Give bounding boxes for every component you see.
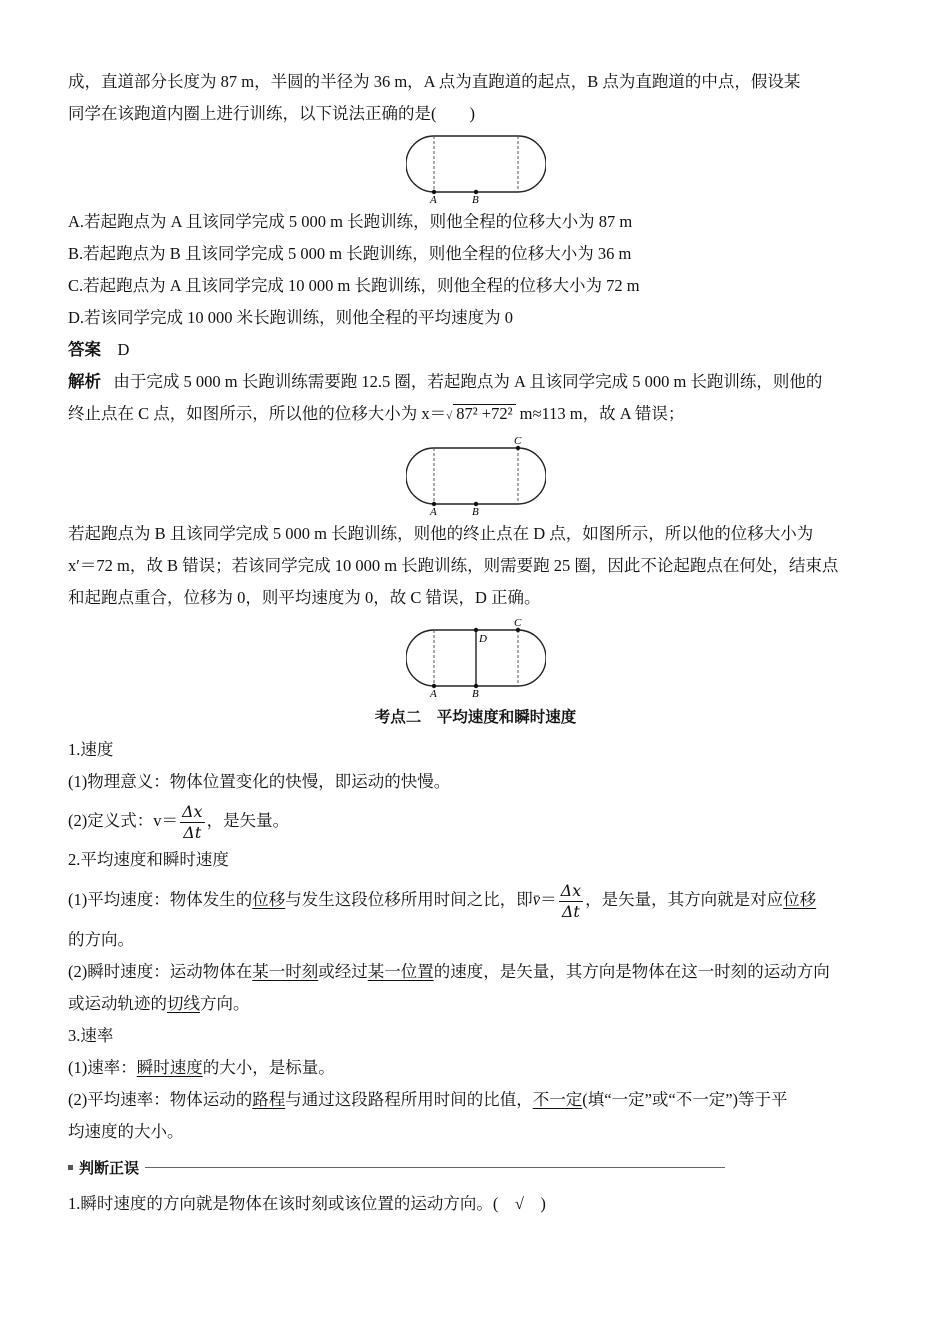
track-figure-1 [406, 132, 546, 204]
option-d: D.若该同学完成 10 000 米长跑训练，则他全程的平均速度为 0 [68, 308, 514, 327]
analysis-line-4: x′＝72 m，故 B 错误；若该同学完成 10 000 m 长跑训练，则需要跑 25 圈，因此不论起跑点在何处，结束点 [68, 556, 839, 575]
fraction-dx-dt-2: $\frac{\Delta x}{\Delta t}$ [560, 880, 582, 921]
analysis-text-2-pre: 终止点在 C 点，如图所示，所以他的位移大小为 x＝ [68, 404, 447, 423]
average-velocity-line: (1)平均速度：物体发生的位移与发生这段位移所用时间之比，即v̄＝ $\frac{\Delta x}{\Delta t}$ ，是矢量，其方向就是对应位移 [68, 880, 817, 921]
answer-label: 答案 [68, 340, 101, 359]
average-speed-line-1: (2)平均速率：物体运动的路程与通过这段路程所用时间的比值，不一定(填“一定”或“不一定”)等于平 [68, 1090, 788, 1109]
label-d: D [478, 633, 487, 645]
analysis-label: 解析 [68, 372, 101, 391]
option-a: A.若起跑点为 A 且该同学完成 5 000 m 长跑训练，则他全程的位移大小为 87 m [68, 212, 633, 231]
document-page [68, 66, 883, 1220]
label-c: C [513, 617, 521, 629]
heading-velocity: 1.速度 [68, 740, 114, 759]
instant-velocity-line-2: 或运动轨迹的切线方向。 [68, 994, 250, 1013]
judge-label: 判断正误 [79, 1158, 140, 1177]
section-title: 考点二 平均速度和瞬时速度 [374, 708, 577, 726]
blank-not-necessarily: 不一定 [532, 1090, 583, 1109]
label-b: B [471, 688, 479, 698]
question-text-line-1: 成，直道部分长度为 87 m，半圆的半径为 36 m，A 点为直跑道的起点，B 点为直跑道的中点，假设某 [68, 72, 801, 91]
analysis-text-2-post: m≈113 m，故 A 错误； [515, 404, 685, 423]
velocity-meaning: (1)物理意义：物体位置变化的快慢，即运动的快慢。 [68, 772, 451, 791]
track-figure-3 [406, 616, 546, 698]
label-b: B [471, 506, 479, 516]
analysis-line-3: 若起跑点为 B 且该同学完成 5 000 m 长跑训练，则他的终止点在 D 点，如图所示，所以他的位移大小为 [68, 524, 814, 543]
divider [145, 1167, 725, 1168]
average-velocity-line-end: 的方向。 [68, 930, 134, 949]
answer-value: D [117, 340, 130, 359]
analysis-line-1 [68, 366, 883, 398]
label-c: C [513, 435, 521, 447]
answer-line [68, 334, 883, 366]
blank-path: 路程 [252, 1090, 286, 1109]
analysis-line-2: 终止点在 C 点，如图所示，所以他的位移大小为 x＝√ 87² +72² m≈113 m，故 A 错误； [68, 404, 685, 423]
square-bullet-icon [68, 1165, 73, 1170]
option-b: B.若起跑点为 B 且该同学完成 5 000 m 长跑训练，则他全程的位移大小为 36 m [68, 244, 632, 263]
label-a: A [429, 506, 437, 516]
sqrt-expression: 87² +72² [453, 404, 515, 423]
fraction-dx-dt: $\frac{\Delta x}{\Delta t}$ [182, 801, 203, 842]
instant-velocity-line-1: (2)瞬时速度：运动物体在某一时刻或经过某一位置的速度，是矢量，其方向是物体在这一时刻的运动方向 [68, 962, 830, 981]
label-a: A [429, 688, 437, 698]
analysis-line-5: 和起跑点重合，位移为 0，则平均速度为 0，故 C 错误，D 正确。 [68, 588, 541, 607]
judge-header [68, 1152, 883, 1182]
heading-speed: 3.速率 [68, 1026, 114, 1045]
blank-tangent: 切线 [167, 994, 200, 1013]
blank-position: 某一位置 [367, 962, 434, 981]
label-a: A [429, 194, 437, 204]
track-figure-2 [406, 434, 546, 516]
label-b: B [471, 194, 479, 204]
blank-displacement-2: 位移 [783, 890, 817, 909]
point-d [473, 628, 477, 632]
judge-question-1: 1.瞬时速度的方向就是物体在该时刻或该位置的运动方向。( √ ) [68, 1194, 546, 1213]
analysis-text-1: 由于完成 5 000 m 长跑训练需要跑 12.5 圈，若起跑点为 A 且该同学完成 5 000 m 长跑训练，则他的 [113, 372, 823, 391]
speed-definition: (1)速率：瞬时速度的大小，是标量。 [68, 1058, 335, 1077]
heading-average-instant: 2.平均速度和瞬时速度 [68, 850, 229, 869]
velocity-definition: (2)定义式：v＝ $\frac{\Delta x}{\Delta t}$ ，是矢量。 [68, 801, 290, 842]
blank-displacement-1: 位移 [252, 890, 286, 909]
blank-instant-velocity: 瞬时速度 [136, 1058, 203, 1077]
question-text-line-2: 同学在该跑道内圈上进行训练，以下说法正确的是( ) [68, 104, 475, 123]
average-speed-line-2: 均速度的大小。 [68, 1122, 184, 1141]
blank-moment: 某一时刻 [252, 962, 319, 981]
option-c: C.若起跑点为 A 且该同学完成 10 000 m 长跑训练，则他全程的位移大小为 72 m [68, 276, 640, 295]
